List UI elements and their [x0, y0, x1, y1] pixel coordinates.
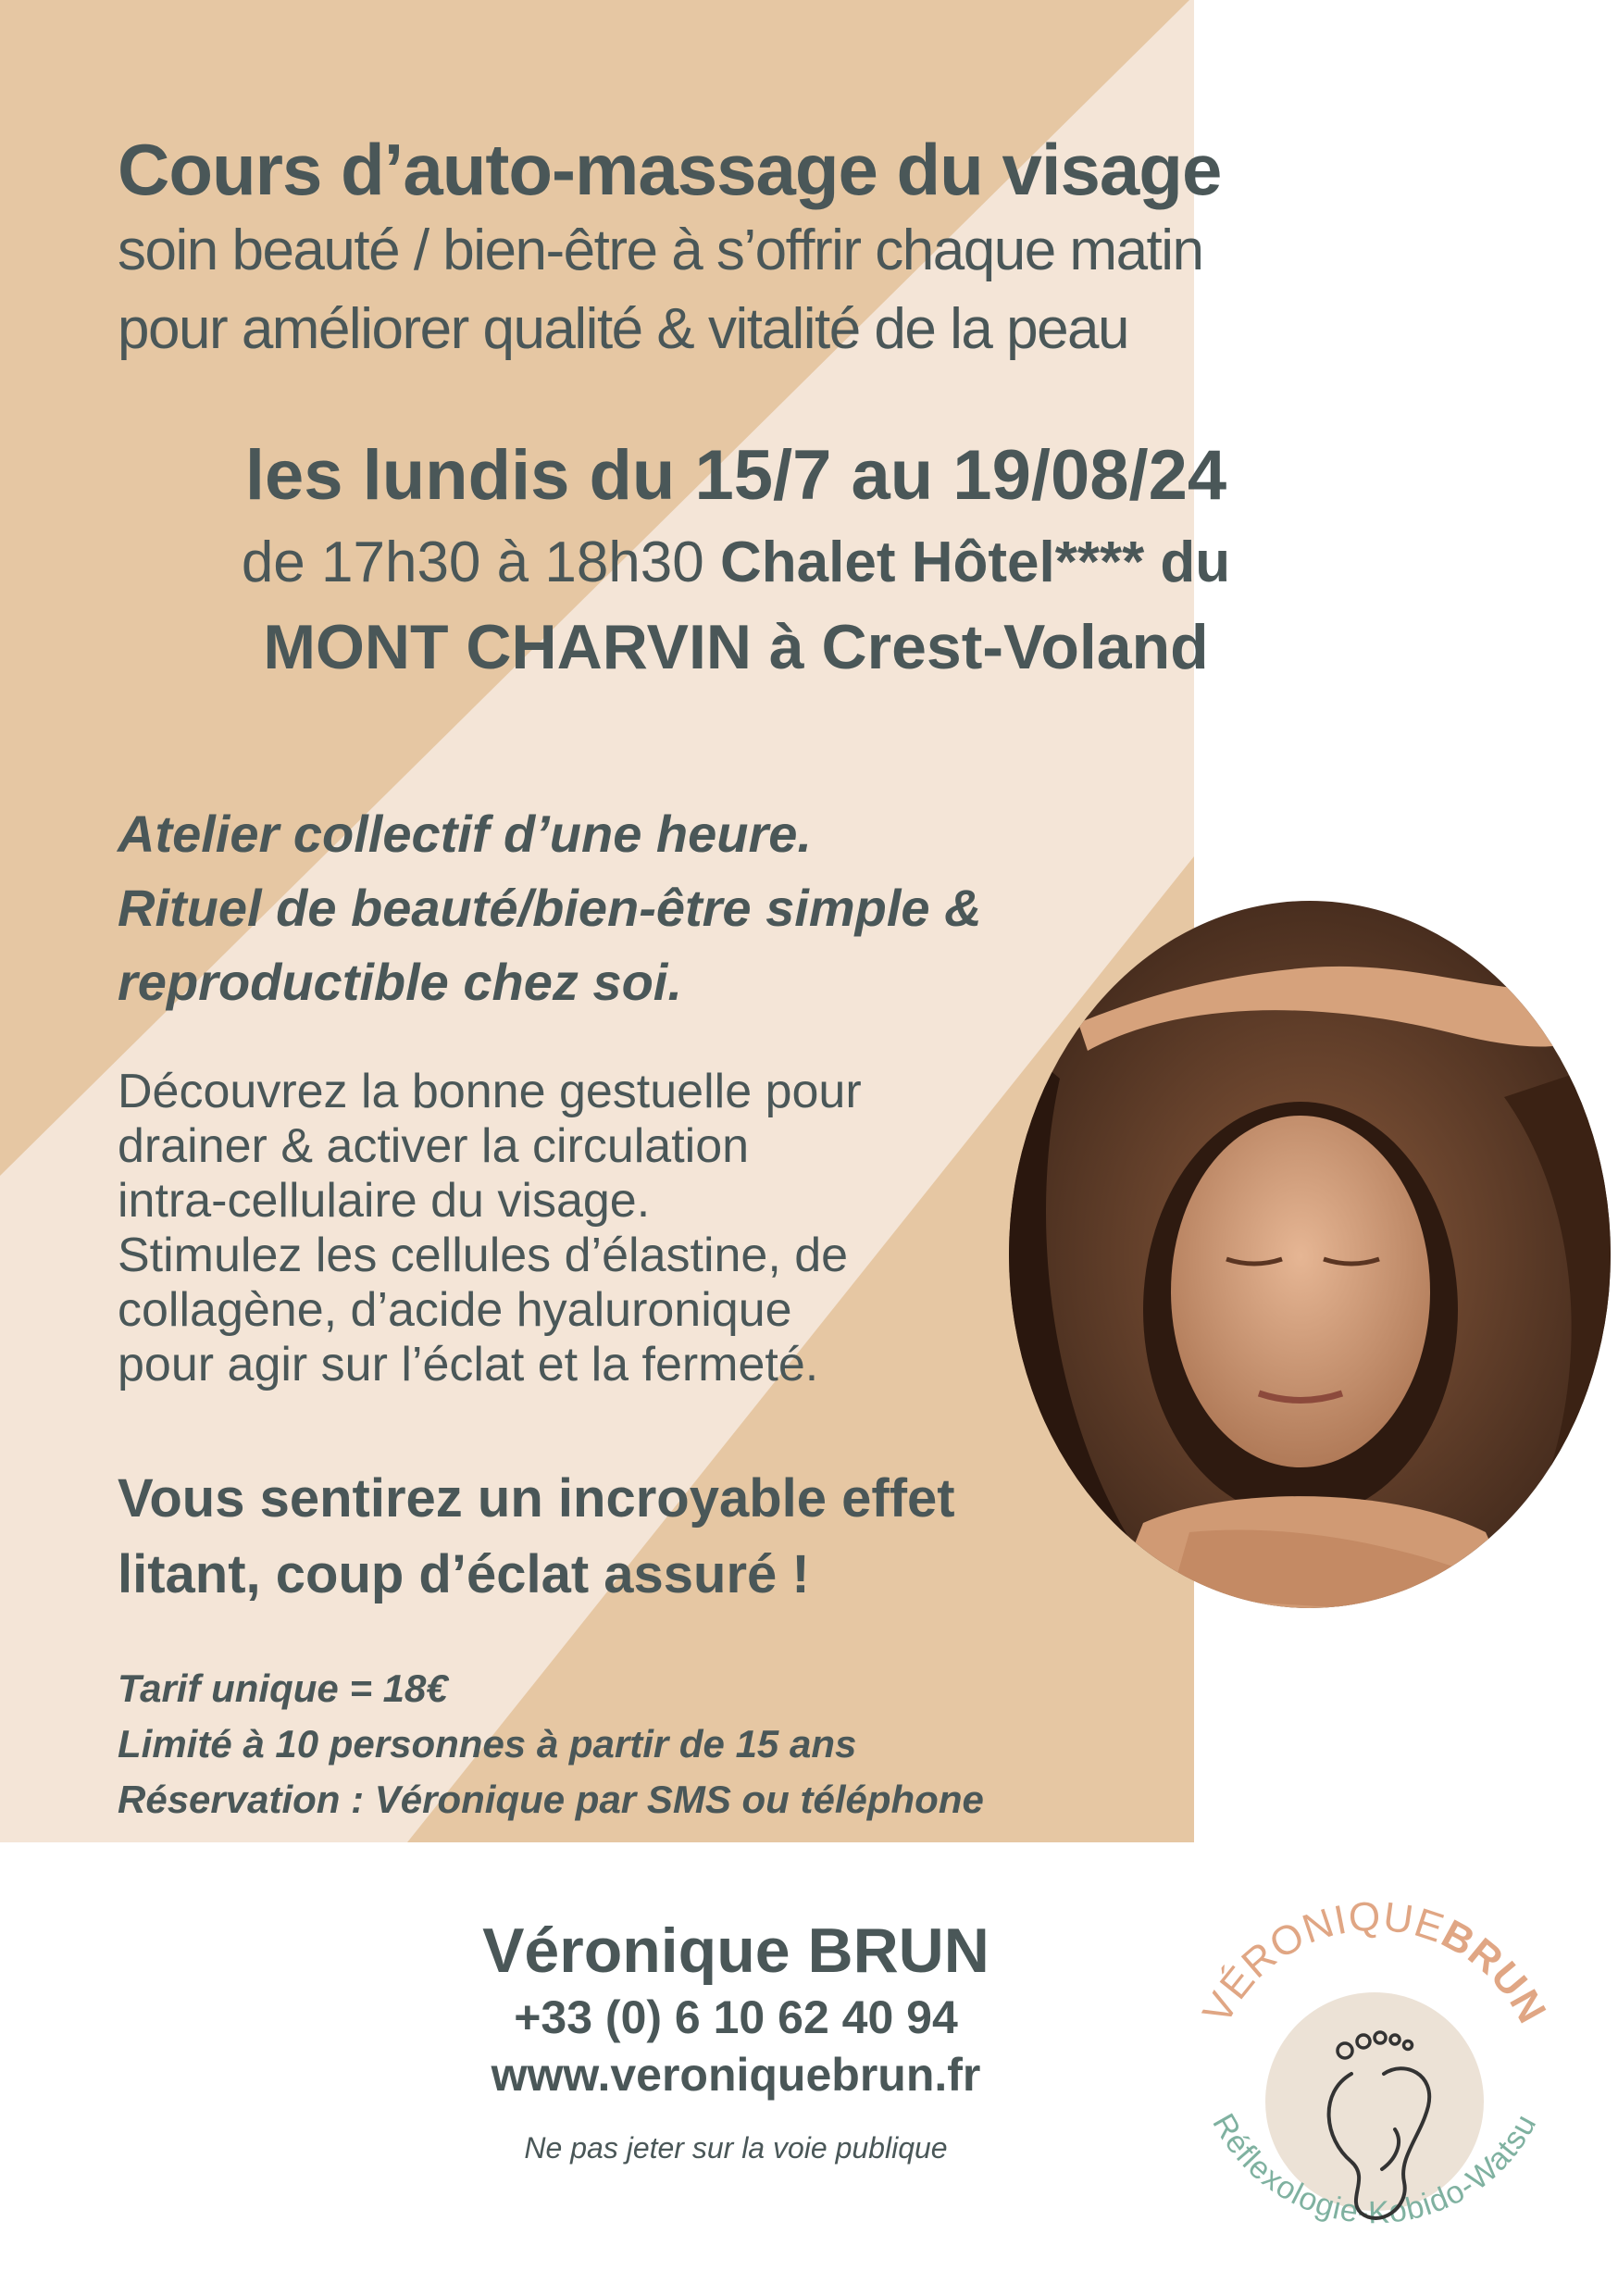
tarif-text: Tarif unique = 18€	[118, 1666, 448, 1710]
massage-photo	[1004, 893, 1615, 1616]
notice-text: Ne pas jeter sur la voie publique	[524, 2131, 948, 2165]
description-line: intra-cellulaire du visage.	[118, 1174, 651, 1228]
description-line: Stimulez les cellules d’élastine, de	[118, 1229, 849, 1282]
description-line: drainer & activer la circulation	[118, 1119, 750, 1173]
event-time: de 17h30 à 18h30	[241, 530, 720, 594]
intro-line-3: reproductible chez soi.	[118, 953, 682, 1011]
contact-website[interactable]: www.veroniquebrun.fr	[491, 2049, 981, 2101]
effect-line-1: Vous sentirez un incroyable effet	[118, 1468, 955, 1529]
description	[118, 1065, 862, 1392]
subtitle-line-1: soin beauté / bien-être à s’offrir chaque matin	[118, 218, 1203, 282]
event-venue-part-1: Chalet Hôtel**** du	[719, 530, 1231, 594]
contact-phone: +33 (0) 6 10 62 40 94	[514, 1991, 958, 2043]
effect-line-2: litant, coup d’éclat assuré !	[118, 1544, 810, 1604]
event-venue-part-2: MONT CHARVIN à Crest-Voland	[263, 612, 1209, 682]
logo-top-text-part-2: BRUN	[1434, 1911, 1555, 2031]
logo-bottom-text: Réflexologie-Kobido-Watsu	[1205, 2107, 1544, 2231]
limit-text: Limité à 10 personnes à partir de 15 ans	[118, 1722, 857, 1766]
contact-name: Véronique BRUN	[482, 1915, 989, 1986]
event-dates: les lundis du 15/7 au 19/08/24	[244, 436, 1227, 515]
event-time-venue	[0, 530, 1472, 595]
subtitle-line-2: pour améliorer qualité & vitalité de la peau	[118, 297, 1129, 361]
brand-logo	[1162, 1893, 1587, 2291]
logo-top-text-part-1: VÉRONIQUE	[1194, 1893, 1450, 2031]
description-line: collagène, d’acide hyaluronique	[118, 1283, 792, 1337]
description-line: Découvrez la bonne gestuelle pour	[118, 1065, 862, 1118]
intro-line-1: Atelier collectif d’une heure.	[118, 805, 812, 863]
page-title: Cours d’auto-massage du visage	[118, 129, 1222, 210]
booking-text: Réservation : Véronique par SMS ou téléphone	[118, 1778, 984, 1821]
intro-line-2: Rituel de beauté/bien-être simple &	[118, 879, 982, 937]
description-line: pour agir sur l’éclat et la fermeté.	[118, 1338, 819, 1391]
